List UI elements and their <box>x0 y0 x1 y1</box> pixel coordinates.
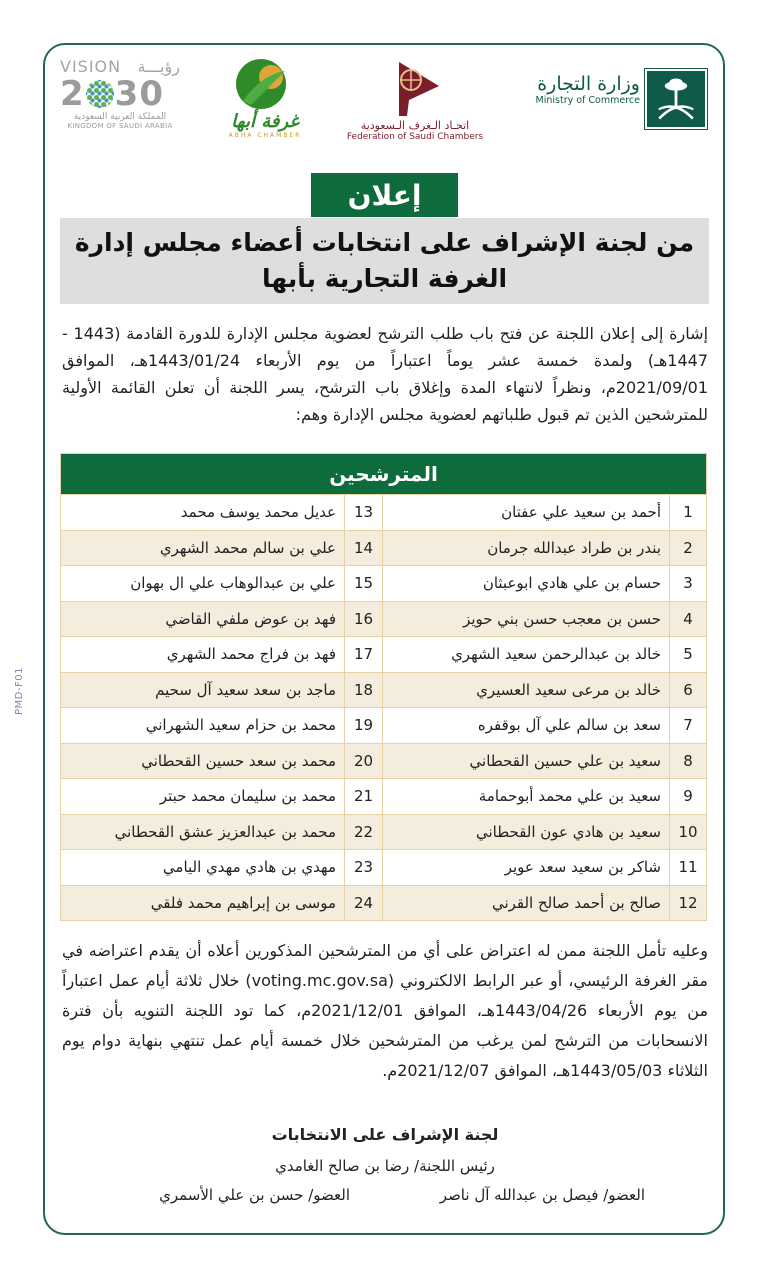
form-code: PMD-F01 <box>14 667 25 715</box>
candidate-name: مهدي بن هادي مهدي اليامي <box>162 858 336 877</box>
candidate-name: عديل محمد يوسف محمد <box>180 503 336 522</box>
logo-row <box>55 55 715 150</box>
candidate-number: 7 <box>669 708 706 743</box>
candidate-number: 18 <box>344 673 382 708</box>
candidate-name: سعيد بن هادي عون القحطاني <box>382 815 669 850</box>
table-row <box>61 885 706 921</box>
table-header: المترشحين <box>61 454 706 494</box>
candidate-name: حسن بن معجب حسن بني حويز <box>382 602 669 637</box>
candidate-number: 8 <box>669 744 706 779</box>
candidate-name: محمد بن سليمان محمد حبتر <box>159 787 336 806</box>
table-row <box>61 743 706 779</box>
candidates-table <box>60 453 707 921</box>
candidate-name: فهد بن عوض ملفي القاضي <box>165 609 336 628</box>
candidate-name: محمد بن حزام سعيد الشهراني <box>145 716 336 735</box>
table-row <box>61 636 706 672</box>
candidate-number: 14 <box>344 531 382 566</box>
candidate-number: 6 <box>669 673 706 708</box>
candidate-name: سعد بن سالم علي آل بوقفره <box>382 708 669 743</box>
candidate-number: 2 <box>669 531 706 566</box>
table-row <box>61 672 706 708</box>
table-row <box>61 814 706 850</box>
committee-chair: رئيس اللجنة/ رضا بن صالح الغامدي <box>275 1157 495 1175</box>
candidate-number: 17 <box>344 637 382 672</box>
abha-chamber-logo-icon <box>233 57 295 111</box>
federation-of-saudi-chambers-logo: اتحـاد الـغرف الـسعودية Federation of Saudi Chambers <box>346 119 484 142</box>
vision-2030-logo: VISION رؤيـــة 2 30 المملكة العربية السعودية KINGDOM OF SAUDI ARABIA <box>60 57 180 130</box>
candidate-name: سعيد بن علي محمد أبوحمامة <box>382 779 669 814</box>
table-row <box>61 601 706 637</box>
candidate-name: ماجد بن سعد سعيد آل سحيم <box>155 680 336 699</box>
candidate-name: حسام بن علي هادي ابوعبثان <box>382 566 669 601</box>
announcement-tag: إعلان <box>311 173 458 217</box>
candidate-number: 5 <box>669 637 706 672</box>
candidate-number: 21 <box>344 779 382 814</box>
candidate-name: محمد بن عبدالعزيز عشق القحطاني <box>114 822 336 841</box>
committee-member-1: العضو/ فيصل بن عبدالله آل ناصر <box>439 1186 645 1204</box>
candidate-name: فهد بن فراج محمد الشهري <box>166 645 336 664</box>
saudi-emblem-icon <box>645 69 707 129</box>
candidate-name: سعيد بن علي حسين القحطاني <box>382 744 669 779</box>
candidate-name: علي بن سالم محمد الشهري <box>159 538 336 557</box>
announcement-title: من لجنة الإشراف على انتخابات أعضاء مجلس إدارة الغرفة التجارية بأبها <box>60 218 709 304</box>
candidate-number: 23 <box>344 850 382 885</box>
candidate-name: شاكر بن سعيد سعد عوير <box>382 850 669 885</box>
candidate-number: 19 <box>344 708 382 743</box>
candidate-name: خالد بن مرعى سعيد العسيري <box>382 673 669 708</box>
candidate-number: 10 <box>669 815 706 850</box>
candidate-number: 13 <box>344 495 382 530</box>
candidate-number: 1 <box>669 495 706 530</box>
candidate-number: 24 <box>344 886 382 921</box>
committee-title: لجنة الإشراف على الانتخابات <box>271 1125 499 1144</box>
federation-logo-icon <box>395 60 443 118</box>
candidate-number: 9 <box>669 779 706 814</box>
table-row <box>61 778 706 814</box>
candidate-number: 12 <box>669 886 706 921</box>
table-row <box>61 494 706 530</box>
candidate-number: 15 <box>344 566 382 601</box>
candidate-number: 11 <box>669 850 706 885</box>
abha-chamber-logo: غرفة أبها ABHA CHAMBER <box>228 111 302 139</box>
candidate-name: موسى بن إبراهيم محمد فلقي <box>150 893 336 912</box>
candidate-name: محمد بن سعد حسين القحطاني <box>141 751 336 770</box>
table-row <box>61 849 706 885</box>
table-row <box>61 565 706 601</box>
candidate-number: 22 <box>344 815 382 850</box>
candidate-name: خالد بن عبدالرحمن سعيد الشهري <box>382 637 669 672</box>
intro-paragraph: إشارة إلى إعلان اللجنة عن فتح باب طلب الترشح لعضوية مجلس الإدارة للدورة القادمة (1443 - 1447هـ) ولمدة خمسة عشر يوماً اعتباراً من يوم الأربعاء 1443/01/24هـ، الموافق 2021/09/01م، ونظراً لانتهاء المدة وإغلاق باب الترشح، يسر اللجنة أن تعلن القائمة الأولية للمترشحين الذين تم قبول طلباتهم لعضوية مجلس الإدارة وهم: <box>62 324 709 424</box>
vision-emblem-icon <box>86 80 114 108</box>
candidate-name: أحمد بن سعيد علي عفتان <box>382 495 669 530</box>
table-row <box>61 530 706 566</box>
candidate-name: علي بن عبدالوهاب علي ال بهوان <box>130 574 336 593</box>
candidate-name: صالح بن أحمد صالح القرني <box>382 886 669 921</box>
candidate-number: 20 <box>344 744 382 779</box>
table-row <box>61 707 706 743</box>
objection-paragraph: وعليه تأمل اللجنة ممن له اعتراض على أي من المترشحين المذكورين أعلاه أن يقدم اعتراضه في مقر الغرفة الرئيسي، أو عبر الرابط الالكتروني (voting.mc.gov.sa) خلال ثلاثة أيام عمل اعتباراً من يوم الأربعاء 1443/04/26هـ، الموافق 2021/12/01م، كما تود اللجنة التنويه بأن فترة الانسحابات من الترشح لمن يرغب من المترشحين خلال خمسة أيام عمل تنتهي بنهاية دوام يوم الثلاثاء 1443/05/03هـ، الموافق 2021/12/07م. <box>62 941 709 1080</box>
candidate-number: 16 <box>344 602 382 637</box>
committee-member-2: العضو/ حسن بن علي الأسمري <box>159 1186 350 1204</box>
candidate-number: 3 <box>669 566 706 601</box>
ministry-of-commerce-logo: وزارة التجارة Ministry of Commerce <box>535 73 640 106</box>
candidate-number: 4 <box>669 602 706 637</box>
candidate-name: بندر بن طراد عبدالله جرمان <box>382 531 669 566</box>
